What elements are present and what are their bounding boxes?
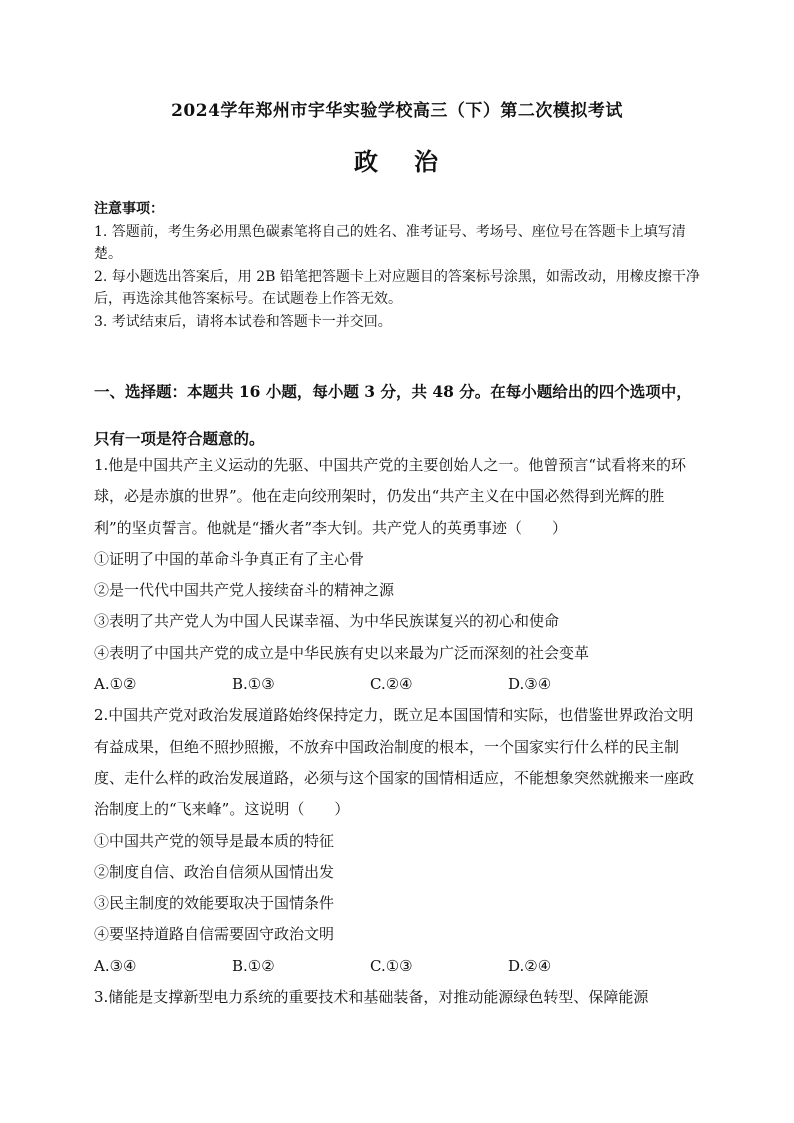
question-1 (94, 450, 700, 700)
question-statement: ②是一代代中国共产党人接续奋斗的精神之源 (94, 581, 395, 600)
question-statement: ③民主制度的效能要取决于国情条件 (94, 894, 335, 913)
subject-title-right: 治 (414, 147, 440, 176)
option-a: A.③④ (94, 956, 137, 975)
question-statement: ④表明了中国共产党的成立是中华民族有史以来最为广泛而深刻的社会变革 (94, 643, 590, 662)
notice-item: 1. 答题前，考生务必用黑色碳素笔将自己的姓名、准考证号、考场号、座位号在答题卡上填写清楚。 (94, 223, 686, 262)
question-statement: ①证明了中国的革命斗争真正有了主心骨 (94, 549, 365, 568)
answer-options (94, 951, 700, 982)
question-stem: 2.中国共产党对政治发展道路始终保持定力，既立足本国国情和实际，也借鉴世界政治文明有益成果，但绝不照抄照搬，不放弃中国政治制度的根本，一个国家实行什么样的民主制度、走什么样的政治发展道路，必须与这个国家的国情相适应，不能想象突然就搬来一座政治制度上的“飞来峰”。这说明（ ） (94, 706, 695, 819)
option-d: D.②④ (508, 956, 552, 975)
notice-item: 2. 每小题选出答案后，用 2B 铅笔把答题卡上对应题目的答案标号涂黑，如需改动，用橡皮擦干净后，再选涂其他答案标号。在试题卷上作答无效。 (94, 268, 700, 307)
question-list (94, 450, 700, 1013)
option-d: D.③④ (508, 675, 552, 694)
notice-heading: 注意事项： (94, 201, 164, 217)
notice-item: 3. 考试结束后，请将本试卷和答题卡一并交回。 (94, 313, 392, 330)
option-b: B.①③ (232, 675, 275, 694)
exam-title: 2024学年郑州市宇华实验学校高三（下）第二次模拟考试 (171, 101, 623, 121)
question-3 (94, 982, 700, 1013)
question-statement: ④要坚持道路自信需要固守政治文明 (94, 925, 335, 944)
option-b: B.①② (232, 956, 275, 975)
option-a: A.①② (94, 675, 137, 694)
option-c: C.①③ (370, 956, 413, 975)
notice-block (94, 198, 704, 333)
subject-title (0, 142, 794, 177)
question-2 (94, 700, 700, 982)
question-stem: 3.储能是支撑新型电力系统的重要技术和基础装备，对推动能源绿色转型、保障能源 (94, 988, 649, 1007)
section-heading: 一、选择题：本题共 16 小题，每小题 3 分，共 48 分。在每小题给出的四个选项中，只有一项是符合题意的。 (94, 382, 692, 448)
question-stem: 1.他是中国共产主义运动的先驱、中国共产党的主要创始人之一。他曾预言“试看将来的环球，必是赤旗的世界”。他在走向绞刑架时，仍发出“共产主义在中国必然得到光辉的胜利”的坚贞誓言。他就是“播火者”李大钊。共产党人的英勇事迹（ ） (94, 456, 686, 537)
option-c: C.②④ (370, 675, 413, 694)
question-statement: ③表明了共产党人为中国人民谋幸福、为中华民族谋复兴的初心和使命 (94, 612, 560, 631)
question-statement: ②制度自信、政治自信须从国情出发 (94, 862, 335, 881)
subject-title-left: 政 (354, 147, 380, 176)
answer-options (94, 669, 700, 700)
question-statement: ①中国共产党的领导是最本质的特征 (94, 831, 335, 850)
